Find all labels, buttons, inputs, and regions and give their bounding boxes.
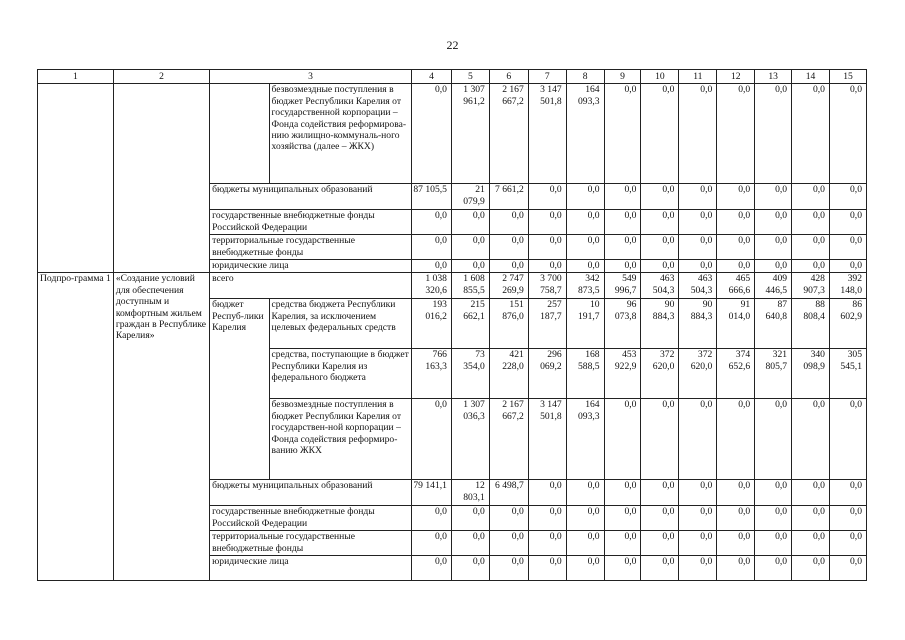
value-cell: 0,0 xyxy=(829,480,866,506)
value-cell: 0,0 xyxy=(792,556,830,581)
col-header: 4 xyxy=(411,70,451,84)
value-cell: 0,0 xyxy=(528,480,566,506)
value-cell: 87 105,5 xyxy=(411,184,451,210)
value-cell: 0,0 xyxy=(755,210,792,235)
col-header: 8 xyxy=(566,70,604,84)
value-cell: 0,0 xyxy=(528,184,566,210)
value-cell: 305 545,1 xyxy=(829,349,866,399)
row-label: территориальные государственные внебюджетные фонды xyxy=(210,235,412,260)
value-cell: 0,0 xyxy=(566,480,604,506)
value-cell: 164 093,3 xyxy=(566,399,604,480)
value-cell: 342 873,5 xyxy=(566,273,604,299)
value-cell: 193 016,2 xyxy=(411,299,451,349)
value-cell: 0,0 xyxy=(755,556,792,581)
value-cell: 0,0 xyxy=(411,399,451,480)
col-header: 9 xyxy=(604,70,641,84)
value-cell: 0,0 xyxy=(755,399,792,480)
program-cell: Подпро-грамма 1 xyxy=(38,273,114,581)
value-cell: 0,0 xyxy=(679,184,717,210)
value-cell: 0,0 xyxy=(792,210,830,235)
value-cell: 0,0 xyxy=(411,506,451,531)
value-cell: 0,0 xyxy=(489,556,528,581)
value-cell: 10 191,7 xyxy=(566,299,604,349)
value-cell: 0,0 xyxy=(679,84,717,184)
value-cell: 0,0 xyxy=(641,184,679,210)
budget-rk-cell: бюджет Респуб-лики Карелия xyxy=(210,299,269,480)
row-label: безвозмездные поступления в бюджет Республики Карелия от государствен-ной корпорации – Фонда содействия реформиро-ванию ЖКХ xyxy=(269,399,411,480)
value-cell: 0,0 xyxy=(792,480,830,506)
value-cell: 3 700 758,7 xyxy=(528,273,566,299)
value-cell: 0,0 xyxy=(451,506,489,531)
value-cell: 0,0 xyxy=(679,480,717,506)
value-cell: 0,0 xyxy=(489,235,528,260)
value-cell: 0,0 xyxy=(829,184,866,210)
value-cell: 0,0 xyxy=(755,506,792,531)
value-cell: 0,0 xyxy=(755,84,792,184)
value-cell: 3 147 501,8 xyxy=(528,399,566,480)
value-cell: 0,0 xyxy=(528,260,566,273)
value-cell: 12 803,1 xyxy=(451,480,489,506)
col-header: 2 xyxy=(113,70,209,84)
value-cell: 1 307 961,2 xyxy=(451,84,489,184)
value-cell: 0,0 xyxy=(451,210,489,235)
budget-table xyxy=(37,69,867,581)
value-cell: 0,0 xyxy=(489,210,528,235)
value-cell: 0,0 xyxy=(641,399,679,480)
value-cell: 463 504,3 xyxy=(679,273,717,299)
row-label: средства, поступающие в бюджет Республики Карелия из федерального бюджета xyxy=(269,349,411,399)
value-cell: 1 307 036,3 xyxy=(451,399,489,480)
value-cell: 0,0 xyxy=(755,235,792,260)
value-cell: 0,0 xyxy=(755,184,792,210)
value-cell: 0,0 xyxy=(411,260,451,273)
value-cell: 0,0 xyxy=(717,235,755,260)
col-header: 15 xyxy=(829,70,866,84)
row-label: государственные внебюджетные фонды Российской Федерации xyxy=(210,210,412,235)
value-cell: 0,0 xyxy=(641,260,679,273)
row-label: средства бюджета Республики Карелия, за исключением целевых федеральных средств xyxy=(269,299,411,349)
value-cell: 1 038 320,6 xyxy=(411,273,451,299)
value-cell: 2 747 269,9 xyxy=(489,273,528,299)
value-cell: 0,0 xyxy=(829,84,866,184)
value-cell: 428 907,3 xyxy=(792,273,830,299)
value-cell: 0,0 xyxy=(411,531,451,556)
value-cell: 0,0 xyxy=(641,556,679,581)
value-cell: 0,0 xyxy=(717,210,755,235)
row-label: юридические лица xyxy=(210,556,412,581)
row-label: юридические лица xyxy=(210,260,412,273)
value-cell: 0,0 xyxy=(451,531,489,556)
value-cell: 86 602,9 xyxy=(829,299,866,349)
value-cell: 0,0 xyxy=(604,184,641,210)
value-cell: 0,0 xyxy=(679,260,717,273)
value-cell: 374 652,6 xyxy=(717,349,755,399)
table-row xyxy=(38,273,867,299)
value-cell: 0,0 xyxy=(451,260,489,273)
value-cell: 88 808,4 xyxy=(792,299,830,349)
value-cell: 151 876,0 xyxy=(489,299,528,349)
col-header: 12 xyxy=(717,70,755,84)
value-cell: 90 884,3 xyxy=(679,299,717,349)
value-cell: 7 661,2 xyxy=(489,184,528,210)
value-cell: 0,0 xyxy=(528,556,566,581)
value-cell: 73 354,0 xyxy=(451,349,489,399)
value-cell: 0,0 xyxy=(528,531,566,556)
value-cell: 0,0 xyxy=(604,84,641,184)
row-label: территориальные государственные внебюджетные фонды xyxy=(210,531,412,556)
value-cell: 0,0 xyxy=(792,260,830,273)
value-cell: 0,0 xyxy=(641,235,679,260)
value-cell: 0,0 xyxy=(641,480,679,506)
value-cell: 0,0 xyxy=(829,235,866,260)
value-cell: 215 662,1 xyxy=(451,299,489,349)
value-cell: 90 884,3 xyxy=(641,299,679,349)
value-cell: 0,0 xyxy=(411,235,451,260)
value-cell: 549 996,7 xyxy=(604,273,641,299)
value-cell: 0,0 xyxy=(717,399,755,480)
value-cell: 0,0 xyxy=(755,531,792,556)
program-cell xyxy=(38,84,114,273)
value-cell: 87 640,8 xyxy=(755,299,792,349)
value-cell: 168 588,5 xyxy=(566,349,604,399)
value-cell: 164 093,3 xyxy=(566,84,604,184)
value-cell: 0,0 xyxy=(792,235,830,260)
value-cell: 0,0 xyxy=(566,556,604,581)
value-cell: 2 167 667,2 xyxy=(489,84,528,184)
col-header: 14 xyxy=(792,70,830,84)
value-cell: 409 446,5 xyxy=(755,273,792,299)
value-cell: 296 069,2 xyxy=(528,349,566,399)
value-cell: 0,0 xyxy=(528,235,566,260)
row-label: бюджеты муниципальных образований xyxy=(210,184,412,210)
value-cell: 0,0 xyxy=(489,260,528,273)
value-cell: 0,0 xyxy=(641,210,679,235)
page-number: 22 xyxy=(446,38,459,52)
value-cell: 0,0 xyxy=(717,556,755,581)
value-cell: 0,0 xyxy=(792,506,830,531)
value-cell: 392 148,0 xyxy=(829,273,866,299)
value-cell: 0,0 xyxy=(604,210,641,235)
value-cell: 0,0 xyxy=(566,235,604,260)
value-cell: 0,0 xyxy=(566,506,604,531)
value-cell: 0,0 xyxy=(411,556,451,581)
row-label: безвозмездные поступления в бюджет Республики Карелия от государственной корпорации – Фонда содействия реформирова-нию жилищно-коммуналь-ного хозяйства (далее – ЖКХ) xyxy=(269,84,411,184)
value-cell: 0,0 xyxy=(489,531,528,556)
value-cell: 0,0 xyxy=(604,399,641,480)
value-cell: 3 147 501,8 xyxy=(528,84,566,184)
value-cell: 0,0 xyxy=(679,556,717,581)
value-cell: 0,0 xyxy=(641,506,679,531)
value-cell: 0,0 xyxy=(411,84,451,184)
col-header: 3 xyxy=(210,70,412,84)
header-row xyxy=(38,70,867,84)
value-cell: 0,0 xyxy=(604,260,641,273)
value-cell: 0,0 xyxy=(792,399,830,480)
value-cell: 21 079,9 xyxy=(451,184,489,210)
value-cell: 0,0 xyxy=(792,531,830,556)
col-header: 6 xyxy=(489,70,528,84)
value-cell: 766 163,3 xyxy=(411,349,451,399)
value-cell: 0,0 xyxy=(604,235,641,260)
value-cell: 463 504,3 xyxy=(641,273,679,299)
value-cell: 0,0 xyxy=(717,531,755,556)
value-cell: 0,0 xyxy=(411,210,451,235)
value-cell: 0,0 xyxy=(566,531,604,556)
col-header: 5 xyxy=(451,70,489,84)
name-cell: «Создание условий для обеспечения доступным и комфортным жильем граждан в Республике Карелия» xyxy=(113,273,209,581)
value-cell: 0,0 xyxy=(679,399,717,480)
value-cell: 0,0 xyxy=(566,184,604,210)
row-label: бюджеты муниципальных образований xyxy=(210,480,412,506)
value-cell: 321 805,7 xyxy=(755,349,792,399)
col-header: 1 xyxy=(38,70,114,84)
value-cell: 0,0 xyxy=(829,260,866,273)
col-header: 7 xyxy=(528,70,566,84)
table-row xyxy=(38,84,867,184)
value-cell: 0,0 xyxy=(755,480,792,506)
value-cell: 0,0 xyxy=(792,184,830,210)
value-cell: 257 187,7 xyxy=(528,299,566,349)
value-cell: 340 098,9 xyxy=(792,349,830,399)
col-header: 10 xyxy=(641,70,679,84)
value-cell: 0,0 xyxy=(829,531,866,556)
value-cell: 0,0 xyxy=(566,210,604,235)
value-cell: 0,0 xyxy=(641,84,679,184)
col-header: 13 xyxy=(755,70,792,84)
value-cell: 0,0 xyxy=(717,184,755,210)
value-cell: 0,0 xyxy=(679,531,717,556)
value-cell: 0,0 xyxy=(604,480,641,506)
value-cell: 0,0 xyxy=(604,506,641,531)
value-cell: 96 073,8 xyxy=(604,299,641,349)
col-header: 11 xyxy=(679,70,717,84)
value-cell: 91 014,0 xyxy=(717,299,755,349)
value-cell: 372 620,0 xyxy=(641,349,679,399)
spacer-cell xyxy=(210,84,269,184)
value-cell: 0,0 xyxy=(679,210,717,235)
value-cell: 0,0 xyxy=(755,260,792,273)
value-cell: 6 498,7 xyxy=(489,480,528,506)
value-cell: 0,0 xyxy=(717,506,755,531)
row-label: всего xyxy=(210,273,412,299)
value-cell: 453 922,9 xyxy=(604,349,641,399)
value-cell: 0,0 xyxy=(829,399,866,480)
value-cell: 0,0 xyxy=(829,556,866,581)
value-cell: 2 167 667,2 xyxy=(489,399,528,480)
value-cell: 0,0 xyxy=(451,556,489,581)
value-cell: 0,0 xyxy=(717,480,755,506)
value-cell: 0,0 xyxy=(717,84,755,184)
value-cell: 421 228,0 xyxy=(489,349,528,399)
value-cell: 0,0 xyxy=(604,556,641,581)
row-label: государственные внебюджетные фонды Российской Федерации xyxy=(210,506,412,531)
value-cell: 0,0 xyxy=(604,531,641,556)
value-cell: 0,0 xyxy=(528,506,566,531)
value-cell: 0,0 xyxy=(679,235,717,260)
value-cell: 79 141,1 xyxy=(411,480,451,506)
name-cell xyxy=(113,84,209,273)
value-cell: 0,0 xyxy=(679,506,717,531)
value-cell: 0,0 xyxy=(829,210,866,235)
value-cell: 0,0 xyxy=(566,260,604,273)
value-cell: 0,0 xyxy=(528,210,566,235)
value-cell: 0,0 xyxy=(829,506,866,531)
value-cell: 0,0 xyxy=(451,235,489,260)
value-cell: 1 608 855,5 xyxy=(451,273,489,299)
value-cell: 0,0 xyxy=(641,531,679,556)
value-cell: 0,0 xyxy=(717,260,755,273)
value-cell: 372 620,0 xyxy=(679,349,717,399)
value-cell: 465 666,6 xyxy=(717,273,755,299)
value-cell: 0,0 xyxy=(792,84,830,184)
value-cell: 0,0 xyxy=(489,506,528,531)
